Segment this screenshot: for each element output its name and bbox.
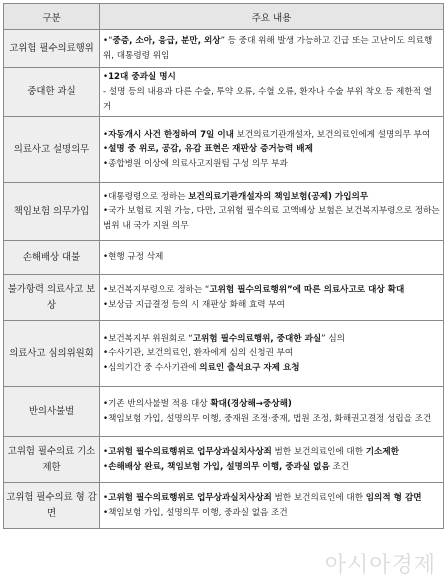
content-line (103, 412, 440, 427)
header-category: 구분 (4, 4, 100, 30)
table-row (4, 275, 444, 321)
row-content (100, 275, 444, 321)
content-line (103, 460, 440, 475)
header-content: 주요 내용 (100, 4, 444, 30)
content-text: 임의적 형 감면 (365, 493, 422, 504)
content-text: 범한 보건의료인에 대한 (271, 493, 366, 504)
content-text: •기존 반의사불벌 적용 대상 (103, 399, 211, 410)
content-text: •“ (103, 35, 113, 46)
content-text: •종합병원 이상에 의료사고지원팀 구성 의무 부과 (103, 159, 288, 170)
row-content (100, 183, 444, 241)
content-text: •대통령령으로 정하는 (103, 191, 189, 202)
content-text: 중증, 소아, 응급, 분만, 외상 (112, 35, 221, 46)
content-text: 보건의료기관개설자, 보건의료인에게 설명의무 부여 (233, 129, 431, 140)
row-category: 고위험 필수의료 형 감면 (4, 483, 100, 529)
content-line (103, 332, 440, 347)
content-text: ”에 따른 의료사고로 대상 확대 (287, 285, 405, 296)
row-content (100, 437, 444, 483)
content-line (103, 128, 440, 143)
row-content (100, 483, 444, 529)
content-line (103, 85, 440, 115)
content-text: 보건의료기관개설자의 책임보험(공제) 가입의무 (188, 191, 369, 202)
content-text: 손해배상 완료, 책임보험 가입, 설명의무 이행, 중과실 없음 (108, 461, 330, 472)
content-text: 확대 (210, 399, 227, 410)
content-line (103, 283, 440, 298)
content-text: •수사기관, 보건의료인, 환자에게 심의 신청권 부여 (103, 348, 294, 359)
content-line (103, 445, 440, 460)
content-text: 고위험 필수의료행위로 업무상과실치사상죄 (108, 447, 272, 458)
content-text: 고위험 필수의료행위, 중대한 과실 (192, 333, 322, 344)
row-content (100, 68, 444, 117)
content-text: •책임보험 가입, 설명의무 이행, 중과실 없음 조건 (103, 507, 288, 518)
content-line (103, 506, 440, 521)
content-text: ” 등 중대 위해 발생 가능하고 긴급 또는 고난이도 의료행위, 대통령령 위임 (103, 35, 433, 61)
content-text: •심의기간 중 수사기관에 (103, 363, 200, 374)
content-line (103, 142, 440, 157)
table-container (3, 3, 443, 529)
row-content (100, 321, 444, 387)
row-category: 의료사고 설명의무 (4, 117, 100, 183)
table-row (4, 68, 444, 117)
content-line (103, 190, 440, 205)
content-text: 조건 (329, 461, 350, 472)
content-text: - 설명 등의 내용과 다른 수술, 투약 오류, 수혈 오류, 환자나 수술 부위 착오 등 제한적 열거 (103, 86, 432, 112)
row-category: 의료사고 심의위원회 (4, 321, 100, 387)
content-text: •국가 보험료 지원 가능, 다만, 고위험 필수의료 고액배상 보험은 보건복지부령으로 정하는 범위 내 국가 지원 의무 (103, 206, 440, 232)
content-line (103, 34, 440, 64)
content-line (103, 346, 440, 361)
policy-table (3, 3, 444, 529)
content-text: • (103, 144, 109, 155)
row-category: 중대한 과실 (4, 68, 100, 117)
table-row (4, 483, 444, 529)
content-text: •책임보험 가입, 설명의무 이행, 중재원 조정·중재, 법원 조정, 화해권고결정 성립을 조건 (103, 413, 432, 424)
content-text: 설명 중 위로, 공감, 유감 표현은 재판상 증거능력 배제 (108, 144, 313, 155)
content-text: •보건복지부령으로 정하는 “ (103, 285, 210, 296)
content-line (103, 70, 440, 85)
row-category: 고위험 필수의료행위 (4, 30, 100, 68)
content-text: 고위험 필수의료행위 (209, 285, 288, 296)
content-text: •보건복지부 위원회로 “ (103, 333, 193, 344)
table-row (4, 437, 444, 483)
content-text: 범한 보건의료인에 대한 (271, 447, 366, 458)
content-text: • (103, 461, 109, 472)
content-text: • (103, 129, 109, 140)
content-line (103, 157, 440, 172)
table-header-row (4, 4, 444, 30)
content-text: •보상금 지급결정 등의 시 재판상 화해 효력 부여 (103, 299, 285, 310)
content-line (103, 361, 440, 376)
watermark-logo: 아시아경제 (324, 553, 436, 578)
content-line (103, 491, 440, 506)
content-text: 고위험 필수의료행위로 업무상과실치사상죄 (108, 493, 272, 504)
content-text: 자동개시 사건 한정하여 7일 이내 (108, 129, 234, 140)
table-row (4, 241, 444, 275)
row-category: 불가항력 의료사고 보상 (4, 275, 100, 321)
content-text: • (103, 493, 109, 504)
row-category: 반의사불벌 (4, 387, 100, 437)
row-category: 책임보험 의무가입 (4, 183, 100, 241)
content-text: (경상해→중상해) (226, 399, 292, 410)
content-text: • (103, 72, 109, 82)
row-content (100, 30, 444, 68)
content-text: 기소제한 (365, 447, 399, 458)
content-text: •현행 규정 삭제 (103, 252, 164, 263)
content-text: ” 심의 (321, 333, 345, 344)
content-line (103, 250, 440, 265)
content-line (103, 204, 440, 234)
row-category: 손해배상 대불 (4, 241, 100, 275)
content-text: 12대 중과실 명시 (108, 72, 176, 82)
table-row (4, 183, 444, 241)
table-row (4, 387, 444, 437)
content-text: • (103, 447, 109, 458)
row-category: 고위험 필수의료 기소제한 (4, 437, 100, 483)
table-row (4, 30, 444, 68)
row-content (100, 387, 444, 437)
content-text: 의료인 출석요구 자제 요청 (199, 363, 300, 374)
table-row (4, 117, 444, 183)
content-line (103, 397, 440, 412)
content-line (103, 298, 440, 313)
table-body (4, 30, 444, 529)
row-content (100, 117, 444, 183)
row-content (100, 241, 444, 275)
table-row (4, 321, 444, 387)
